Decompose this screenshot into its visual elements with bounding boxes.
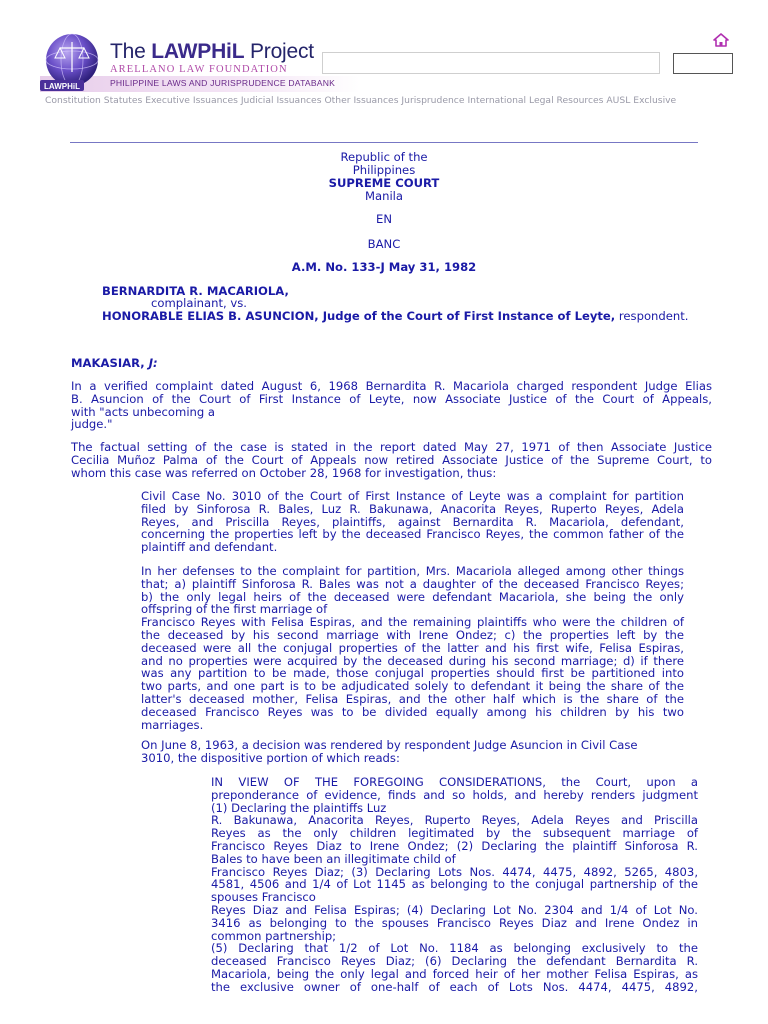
text-line: In a verified complaint dated August 6, 1968 Bernardita R. Macariola charged respondent Judge Elias [71,379,712,393]
ponente: MAKASIAR, J: [71,356,158,370]
respondent-line [102,309,688,323]
globe-logo-icon [36,32,106,94]
text-line: Francisco Reyes with Felisa Espiras, and the remaining plaintiffs who were the children of [141,615,684,630]
nav-link-international-legal-resources[interactable]: International Legal Resources [467,95,604,106]
text-line: Reyes, and Priscilla Reyes, plaintiffs, against Bernardita R. Macariola, defendant, [141,514,684,529]
heading-court: SUPREME COURT [328,176,440,190]
text-line: judge." [71,417,113,432]
text-line: was any partition to be made, those conjugal properties should first be partitioned into [141,666,684,681]
heading-city: Manila [364,189,403,203]
text-line: whom this case was referred on October 28, 1968 for investigation, thus: [71,465,497,480]
text-line: deceased Francisco Reyes Diaz; (6) Declaring the defendant Bernardita R. [211,954,698,969]
text-line: two parts, and one part is to be adjudicated solely to defendant it being the share of the [141,679,684,694]
text-line: On June 8, 1963, a decision was rendered by respondent Judge Asuncion in Civil Case [141,738,638,752]
text-line: latter's deceased mother, Felisa Espiras, and the other half which is the share of the [141,691,684,706]
text-line: IN VIEW OF THE FOREGOING CONSIDERATIONS, the Court, upon a [211,775,698,789]
heading-division-2: BANC [367,237,401,251]
text-line: Reyes Diaz and Felisa Espiras; (4) Declaring Lot No. 2304 and 1/4 of Lot No. [211,902,698,917]
nav-link-executive-issuances[interactable]: Executive Issuances [145,95,238,106]
text-line: Civil Case No. 3010 of the Court of First Instance of Leyte was a complaint for partition [141,489,684,503]
quote-paragraph-2 [141,565,684,731]
site-logo[interactable] [36,32,366,94]
text-line: In her defenses to the complaint for partition, Mrs. Macariola alleged among other things [141,564,684,578]
quote-paragraph-1 [141,490,684,554]
search-input[interactable] [322,52,660,74]
text-line: (1) Declaring the plaintiffs Luz [211,800,387,815]
text-line: preponderance of evidence, finds and so holds, and hereby renders judgment [211,787,698,802]
text-line: common partnership; [211,928,337,943]
header-divider [70,142,698,143]
text-line: (5) Declaring that 1/2 of Lot No. 1184 as belonging exclusively to the [211,941,698,956]
text-line: deceased Francisco Reyes was to be divided equally among his children by his two [141,704,684,719]
text-line: spouses Francisco [211,890,316,905]
text-line: deceased were all the conjugal properties of the latter and his first wife, Felisa Espiras, [141,640,684,655]
text-line: Francisco Reyes Diaz to Irene Ondez; (2) Declaring the plaintiff Sinforosa R. [211,838,698,853]
quote-paragraph-3 [141,739,684,765]
respondent-name: HONORABLE ELIAS B. ASUNCION, Judge of the Court of First Instance of Leyte, [102,309,616,323]
text-line: the exclusive owner of one-half of each of Lots Nos. 4474, 4475, 4892, [211,979,698,994]
text-line: Bales to have been an illegitimate child of [211,851,456,866]
heading-case-number: A.M. No. 133-J May 31, 1982 [291,260,477,274]
text-line: Reyes as the only children legitimated by the subsequent marriage of [211,826,698,841]
text-line: R. Bakunawa, Anacorita Reyes, Ruperto Reyes, Adela Reyes and Priscilla [211,813,698,828]
text-line: and no properties were acquired by the deceased during his second marriage; d) if there [141,653,684,668]
text-line: 4581, 4506 and 1/4 of Lot 1145 as belonging to the conjugal partnership of the [211,877,698,892]
text-line: Cecilia Muñoz Palma of the Court of Appeals now retired Associate Justice of the Supreme Court, to [71,452,712,467]
nav-link-judicial-issuances[interactable]: Judicial Issuances [240,95,322,106]
text-line: B. Asuncion of the Court of First Instance of Leyte, now Associate Justice of the Court of Appeals, [71,391,712,406]
text-line: 3416 as belonging to the spouses Francisco Reyes Diaz and Irene Ondez in [211,915,698,930]
heading-division-1: EN [376,212,392,226]
site-header [0,0,768,96]
text-line: Francisco Reyes Diaz; (3) Declaring Lots Nos. 4474, 4475, 4892, 5265, 4803, [211,864,698,879]
paragraph-2 [71,441,712,479]
text-line: that; a) plaintiff Sinforosa R. Bales was not a daughter of the deceased Francisco Reyes; [141,576,684,591]
heading-country: Philippines [352,163,416,177]
respondent-role: respondent. [615,309,689,323]
logo-subtitle: ARELLANO LAW FOUNDATION [110,64,288,75]
heading-republic: Republic of the [340,150,428,164]
home-icon[interactable] [713,33,729,47]
complainant-name: BERNARDITA R. MACARIOLA, [102,284,289,298]
text-line: concerning the properties left by the deceased Francisco Reyes, the common father of the [141,527,684,542]
text-line: b) the only legal heirs of the deceased were defendant Macariola, she being the only [141,589,684,604]
nav-link-statutes[interactable]: Statutes [103,95,143,106]
text-line: 3010, the dispositive portion of which reads: [141,750,400,765]
text-line: the deceased by his second marriage with Irene Ondez; c) the properties left by the [141,627,684,642]
text-line: The factual setting of the case is stated in the report dated May 27, 1971 of then Associate Justice [71,440,712,454]
complainant-role: complainant, vs. [151,296,247,310]
text-line: with "acts unbecoming a [71,404,216,419]
text-line: marriages. [141,717,204,732]
text-line: plaintiff and defendant. [141,540,278,555]
search-button[interactable] [673,53,733,74]
logo-title: The LAWPHiL Project [110,40,314,63]
paragraph-1 [71,380,712,431]
text-line: offspring of the first marriage of [141,602,328,617]
text-line: filed by Sinforosa R. Bales, Luz R. Bakunawa, Anacorita Reyes, Ruperto Reyes, Adela [141,501,684,516]
logo-badge-text: LAWPHiL [44,82,80,91]
main-nav [45,96,745,107]
nav-link-ausl-exclusive[interactable]: AUSL Exclusive [606,95,677,106]
nav-link-jurisprudence[interactable]: Jurisprudence [401,95,465,106]
logo-tagline: PHILIPPINE LAWS AND JURISPRUDENCE DATABANK [110,78,336,88]
nav-link-constitution[interactable]: Constitution [45,95,101,106]
dispositive-quote [211,776,698,994]
text-line: Macariola, being the only legal and forced heir of her mother Felisa Espiras, as [211,966,698,981]
nav-link-other-issuances[interactable]: Other Issuances [324,95,399,106]
